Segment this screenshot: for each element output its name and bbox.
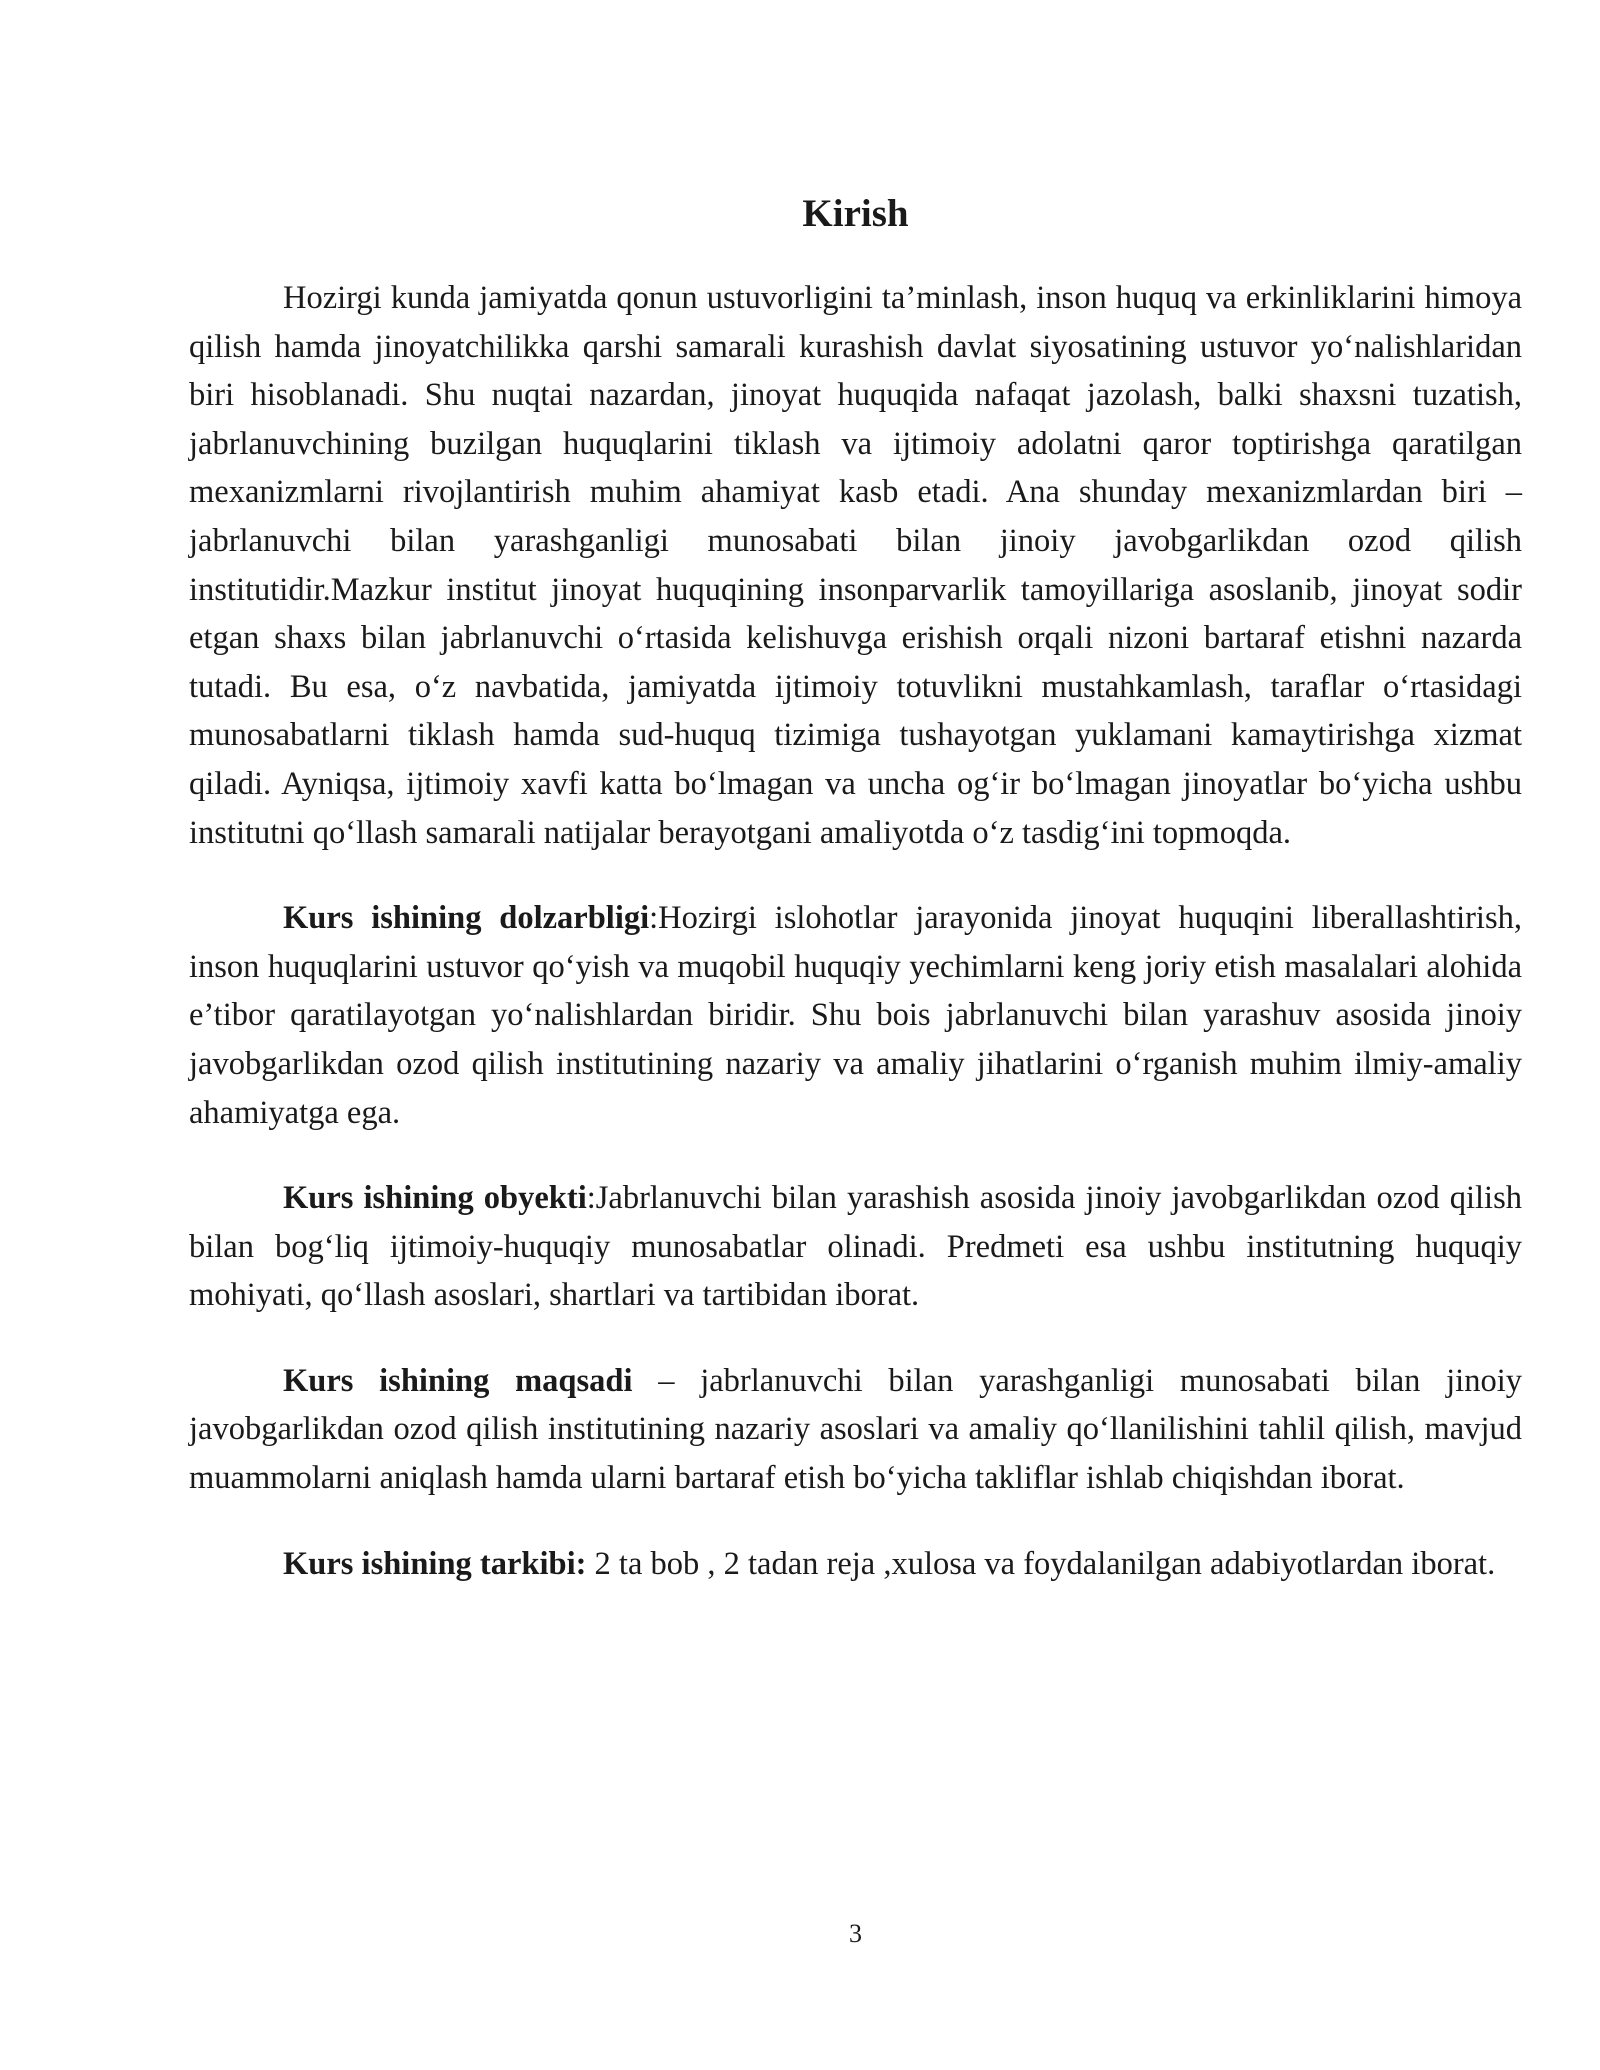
relevance-paragraph xyxy=(189,894,1522,1137)
object-text: :Jabrlanuvchi bilan yarashish asosida jinoiy javobgarlikdan ozod qilish bilan bog‘liq ijtimoiy-huquqiy munosabatlar olinadi. Predmeti esa ushbu institutning huquqiy mohiyati, qo‘llash asoslari, shartlari va tartibidan iborat. xyxy=(189,1180,1522,1314)
goal-text: – jabrlanuvchi bilan yarashganligi munosabati bilan jinoiy javobgarlikdan ozod qilish institutining nazariy asoslari va amaliy qo‘llanilishini tahlil qilish, mavjud muammolarni aniqlash hamda ularni bartaraf etish bo‘yicha takliflar ishlab chiqishdan iborat. xyxy=(189,1362,1522,1497)
document-body xyxy=(189,274,1522,1625)
relevance-heading: Kurs ishining dolzarbligi xyxy=(283,900,650,937)
object-heading: Kurs ishining obyekti xyxy=(283,1180,587,1217)
object-paragraph xyxy=(189,1174,1522,1320)
goal-heading: Kurs ishining maqsadi xyxy=(283,1362,633,1399)
structure-text: 2 ta bob , 2 tadan reja ,xulosa va foydalanilgan adabiyotlardan iborat. xyxy=(586,1545,1496,1582)
document-page xyxy=(189,0,1522,2070)
intro-paragraph: Hozirgi kunda jamiyatda qonun ustuvorligini ta’minlash, inson huquq va erkinliklarini himoya qilish hamda jinoyatchilikka qarshi samarali kurashish davlat siyosatining ustuvor yo‘nalishlaridan biri hisoblanadi. Shu nuqtai nazardan, jinoyat huquqida nafaqat jazolash, balki shaxsni tuzatish, jabrlanuvchining buzilgan huquqlarini tiklash va ijtimoiy adolatni qaror toptirishga qaratilgan mexanizmlarni rivojlantirish muhim ahamiyat kasb etadi. Ana shunday mexanizmlardan biri – jabrlanuvchi bilan yarashganligi munosabati bilan jinoiy javobgarlikdan ozod qilish institutidir.Mazkur institut jinoyat huquqining insonparvarlik tamoyillariga asoslanib, jinoyat sodir etgan shaxs bilan jabrlanuvchi o‘rtasida kelishuvga erishish orqali nizoni bartaraf etishni nazarda tutadi. Bu esa, o‘z navbatida, jamiyatda ijtimoiy totuvlikni mustahkamlash, taraflar o‘rtasidagi munosabatlarni tiklash hamda sud-huquq tizimiga tushayotgan yuklamani kamaytirishga xizmat qiladi. Ayniqsa, ijtimoiy xavfi katta bo‘lmagan va uncha og‘ir bo‘lmagan jinoyatlar bo‘yicha ushbu institutni qo‘llash samarali natijalar berayotgani amaliyotda o‘z tasdig‘ini topmoqda. xyxy=(189,280,1522,851)
goal-paragraph xyxy=(189,1357,1522,1503)
relevance-text: :Hozirgi islohotlar jarayonida jinoyat huquqini liberallashtirish, inson huquqlarini ustuvor qo‘yish va muqobil huquqiy yechimlarni keng joriy etish masalalari alohida e’tibor qaratilayotgan yo‘nalishlardan biridir. Shu bois jabrlanuvchi bilan yarashuv asosida jinoiy javobgarlikdan ozod qilish institutining nazariy va amaliy jihatlarini o‘rganish muhim ilmiy-amaliy ahamiyatga ega. xyxy=(189,900,1522,1131)
structure-paragraph xyxy=(189,1540,1522,1589)
structure-heading: Kurs ishining tarkibi: xyxy=(283,1545,587,1582)
page-number: 3 xyxy=(849,1919,862,1948)
page-title: Kirish xyxy=(802,192,909,235)
